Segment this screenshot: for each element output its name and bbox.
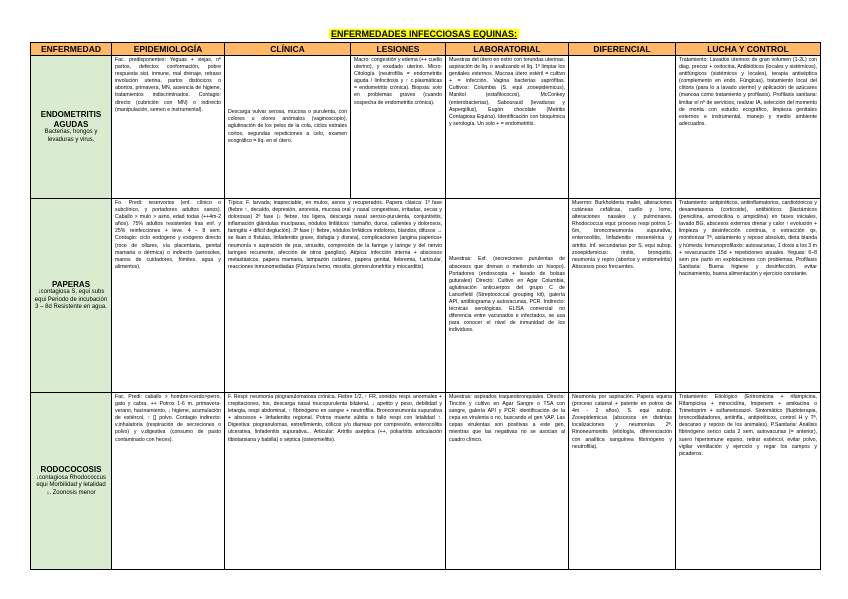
table-row: [31, 56, 821, 199]
clinica-cell: [225, 393, 446, 570]
laboratorial-cell: [446, 199, 569, 393]
disease-subtitle: ↓contagiosa S. equi subs equi Periodo de incubación 3 – 8d Resistente en agua.: [34, 289, 108, 310]
lucha-cell: [676, 56, 821, 199]
epidemiologia-cell: [112, 393, 225, 570]
table-row: [31, 393, 821, 570]
epidemiologia-text: Fac. predisponentes: Yeguas + viejas, nº partos, defectos conformación, pobre respuesta sist. inmune, mal drenaje, retraso involución uterina, partos distócicos o abortos, primavera, MN, ausencia de higiene, tratamientos indiscriminados. Contagio: directo (cubrición con MN) o indirecto (manipulación, semen e instrumental).: [115, 57, 221, 113]
lucha-cell: [676, 393, 821, 570]
header-diferencial: DIFERENCIAL: [569, 43, 676, 56]
epidemiologia-cell: [112, 56, 225, 199]
table-row: [31, 199, 821, 393]
diferencial-cell: [569, 393, 676, 570]
clinica-text: F. Respi: neumonía piogranulomatosa crónica. Fiebre 1/2, ↑ FR, sonidos respi. anormales + crepitaciones, tos, descarga nasal mucopurulenta bilateral, ↓ apetito y peso, debilidad y letargia, respi abdominal, ↑ fibrinógeno en sangre + neutrofilia. Bronconeumonía supurativa + abscesos + linfadenitis regional. Potros muerte súbita o fallo respi con letalidad ↑. Digestiva: piogranulomas, estreñimiento, cólicos y/o diarreas por compresión, enterocolitis ulcerativa, linfadenitis supurativa... Articular: Artritis aséptica (++, poliartritis articulación tibiotarsiana y babilla) o séptica (osteomielitis).: [228, 394, 442, 443]
lucha-cell: [676, 199, 821, 393]
clinica-cell: [225, 199, 446, 393]
diferencial-cell: [569, 56, 676, 199]
clinica-text: Típica: F. larvada; inapreciable, en mulos, asnos y recuperados. Papera clásica: 1º fase (fiebre ↑, decaído, depresión, anorexia, mucosa oral y nasal congestivas, irritadas, secas y dolorosas) 2º fase (↓ fiebre, tos ligera, descarga nasal seroso-purulenta, conjuntivitis, inflamación glándulas mucíparas, nódulos linfáticos ↑tamaño, duros, calientes y dolorosos, faringitis + dificil deglución). 3º fase (↑ fiebre, nódulos linfáticos indoloros, blandos, difusos → se lisan o fístulas, linfadenitis grave, disfagia y disnea), complicaciones (angina paperica+ neumonía x aspiración de pus, sinusitis, compresión de la faringe y laringe y del nervio laringeo recurrente, afección de otros ganglios). Atípica: infección interna + abscesos metastásicos, papera mamaria, lampazón cutáneo, papera genital, fiebremia, f.articular, reacciones inmunomediadas (Púrpura hemo, miositis, glomerulonefritis y miocarditis).: [228, 200, 442, 270]
disease-name: RODOCOCOSIS: [40, 465, 102, 474]
header-clinica: CLÍNICA: [225, 43, 351, 56]
laboratorial-cell: [446, 393, 569, 570]
lesiones-cell: [351, 56, 446, 199]
diferencial-text: Neumonía por aspiración. Papera equina (proceso catarral + patente en potros de 4m - 2 años). S. equi subsp. Zooepidemicus (abscesos en distintas localizaciones y neumonías 2ª. Rinoneumonitis (etiología, diferenciación con analítica sanguínea fibrinógeno y neutrofilia).: [572, 394, 672, 450]
laboratorial-text: Muestras del útero en estro con torundas uterinas, aspiración de líq. o analizando el líq. 1º limpiar los genitales externos. Mucosa útero estéril = cultivo + = infección. Vagina bacterias saprófitas. Cultivos: Columbia (S. equi zooepidemicus), Manitol (estafilococos), McConkey (enterobacterias), Sabouraud (levaduras y Aspergillus), Eugón chocolate (Metritis Contagiosa Equina). Identificación con bioquímica y serología. Un solo + = endometritis.: [449, 57, 565, 127]
disease-cell: [31, 393, 112, 570]
laboratorial-cell: [446, 56, 569, 199]
diseases-table: [30, 42, 821, 570]
diferencial-text: Muermo: Burkholderia mallei, alteraciones cutáneas cefálicas, cuello y lomo, alteraciones nasales y pulmonares. Rhodococcus equi: proceso respi potros 1-6m, bronconeumonía supurativa, enterocolitis, linfadenitis mesentérica y artritis. Inf. secundarias por S. equi subsp. zooepidemicus: rinitis, bronquitis, neumonía y repro (abortos y endometritis) Abscesos poco frecuentes.: [572, 200, 672, 270]
epidemiologia-cell: [112, 199, 225, 393]
disease-name: PAPERAS: [51, 279, 91, 289]
header-lucha-control: LUCHA Y CONTROL: [676, 43, 821, 56]
diferencial-cell: [569, 199, 676, 393]
title-text: ENFERMEDADES INFECCIOSAS EQUINAS:: [330, 29, 518, 39]
header-enfermedad: ENFERMEDAD: [31, 43, 112, 56]
clinica-cell: [225, 56, 351, 199]
epidemiologia-text: Fo. Predi: reservorios (enf. clínico o subclínico, y portadores adultos sanos). Caballo > mulo > asno, edad todas (++4m-2 años). 75% adultos resistentes tras enf. y 25% reinfecciones + leve. 4 – 8 sem. Contagio: ciclo endógeno y exógeno directo (roce de ollares, vía placentaria, genital mamaria o dérmica) o indirecto (aerosoles, manos de cuidadores, fómites, agua y alimentos).: [115, 200, 221, 270]
document-title: [0, 24, 848, 42]
laboratorial-text: Muestras: Exf. (secreciones purulentas de abscesos que drenan o metiendo un hisopo). Portadores (endoscopia + lavado de bolsas guturales) Directo: Cultivo en Agar Columbia, aglutinación anticuerpos del grupo C de Lancefield (Streptococcal grouping kit), galería API, antibiograma y autovacunas, PCR. Indirecto: técnicas serológicas. ELISA comercial no diferencia entre vacunados e infectados, se usa para conocer el nivel de inmunidad de los individuos.: [449, 256, 565, 334]
disease-cell: [31, 199, 112, 393]
disease-subtitle: ↓contagiosa Rhodococcus equi Morbilidad y letalidad ↓. Zoonosis menor: [35, 474, 107, 496]
header-epidemiologia: EPIDEMIOLOGÍA: [112, 43, 225, 56]
lucha-text: Tratamiento: Lavados uterinos de gran volumen (1-2L) con diag. precoz + oxitocina, Antibióticos (locales y sistémicos), antifúngicos (sistémicos y locales), terapia antiséptica (complemento en endo. Fúngicas), tratamiento local del cíitoris (para lo a lavado uterino) y aplicación de azúcares (manosa como tratamiento y profilaxis). Profilaxis sanitaria: limitar el nº de servicios, realizar IA, selección del momento de monta con estudio ecográfico, limpieza genitales externos e instrumental, manejo y medio ambiente adecuados.: [679, 57, 817, 127]
header-lesiones: LESIONES: [351, 43, 446, 56]
laboratorial-text: Muestras: aspirados traqueobronquiales. Directo: Tinción y cultivo en Agar Sangre o TSA con sangre, galería API y PCR: identificación de la cepa es virulenta o no, buscando el gen VAP. Las cepas virulentas son positivas a este gen, mientras que las negativas no se asocian al cuadro clínico.: [449, 394, 565, 443]
disease-subtitle: Bacterias, hongos y levaduras y virus.: [44, 129, 98, 143]
header-row: [31, 43, 821, 56]
epidemiologia-text: Fac. Predi: caballo > hombre>cerdo>perro, gato y cabra. ++ Potros 1-6 m. primavera-verano, hacinamiento, ↓ higiene, acumulación de estiércol, ↑ [] polvo. Contagio indirecto: v.inhalatoria (respiración de secreciones o polvo) y v.digestiva (consumo de pasto contaminado con heces).: [115, 394, 221, 443]
lesiones-text: Macro: congestión y edema (++ cuello uterino), y exudado uterino. Micro: Citología (neutrofilia = endometritis aguda / linfocitosis y ↑ c.plasmáticas = endometritis crónica). Biopsia: solo en problemas graves (cuando sospecha de endometritis crónica).: [354, 57, 442, 106]
disease-name: ENDOMETRITIS AGUDAS: [40, 110, 102, 129]
disease-cell: [31, 56, 112, 199]
clinica-text: Descarga vulvar serosa, mucosa o purulenta, con colores u olores anómalos (vaginoscopio), aglutinación de los pelos de la cola, ciclos estrales cortos, segundas repeticiones a celo, examen ecográfico = líq. en el útero.: [228, 109, 347, 144]
header-laboratorial: LABORATORIAL: [446, 43, 569, 56]
lucha-text: Tratamiento: Etiológico (Eritromicina + rifampicina, Rifampicina + minociclina, Imipenem + amikacina o Trimetoprim + sulfametoxazol. Sintomático (fluidoterapia, broncodilatadores, antiinfla., antipiréticos, control H y Tª, descanso y reposo de los animales). P.Sanitaria: Análisis fibrinógeno serico cada 2 sem, autovacunas (= anterior), suero hiperinmune equino, retirar estiércol, evitar polvo, vigilar ventilación y ejercicio y regar los campos y picaderos.: [679, 394, 817, 457]
lucha-text: Tratamiento: antipiréticos, antiinflamatorios, cardiotónicos y dexametasona (corticoide), antibióticos βlactámicos (penicilina, amoxicilina o ampicilina) en fases iniciales, lavado BG, abscesos externos drenar y calor ↑ evolución + limpieza y desinfección continua, o extracción qx, monitorizar Tª, aislamiento y reposo absoluto, dieta blanda y húmeda. Inmunoprofilaxis: autovacunas, 1 dosis a los 3 m + revacunación 15d + repeticiones anuales. Yeguas: 6–8 sem pre parto en explotaciones con problemas. Profilaxis Sanitaria: Buena higiene y desinfección, evitar hacinamiento, buena alimentación y ejercicio constante.: [679, 200, 817, 277]
